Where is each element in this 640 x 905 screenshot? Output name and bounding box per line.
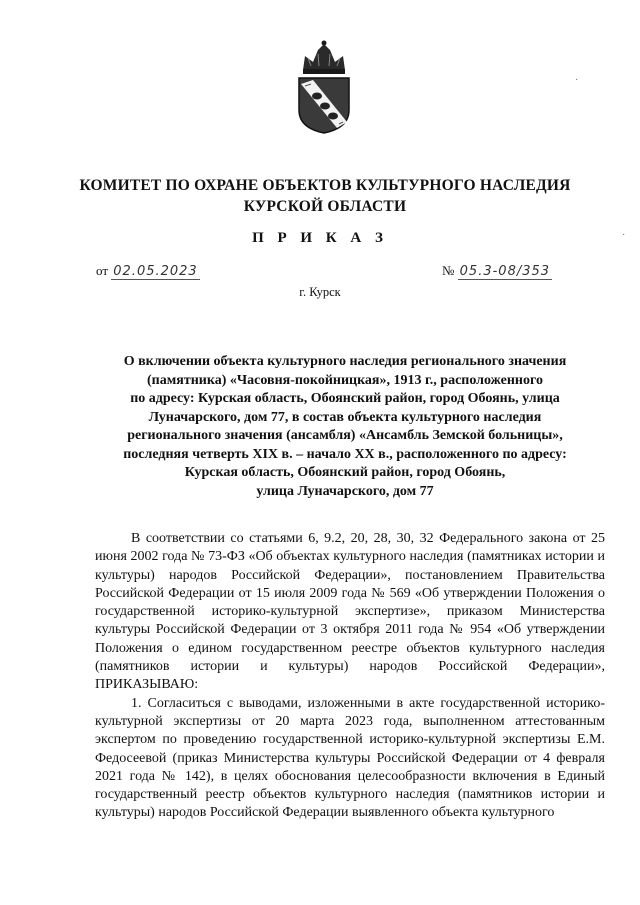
subject-line: О включении объекта культурного наследия регионального значения bbox=[123, 354, 567, 369]
subject-line: регионального значения (ансамбля) «Ансамбль Земской больницы», bbox=[127, 428, 563, 443]
order-number bbox=[442, 263, 552, 279]
order-subject bbox=[90, 353, 600, 501]
date-value: 02.05.2023 bbox=[113, 264, 198, 279]
subject-line: (памятника) «Часовня-покойницкая», 1913 г., расположенного bbox=[147, 372, 543, 388]
subject-line: последняя четверть XIX в. – начало XX в., расположенного по адресу: bbox=[123, 446, 567, 462]
subject-line: Курская область, Обоянский район, город Обоянь, bbox=[184, 465, 506, 480]
document-type: П Р И К А З bbox=[252, 230, 388, 246]
org-line-2: КУРСКОЙ ОБЛАСТИ bbox=[243, 198, 407, 215]
kursk-coat-of-arms-icon bbox=[291, 40, 357, 134]
order-date bbox=[96, 263, 200, 279]
body-paragraph-item-1: 1. Согласиться с выводами, изложенными в акте государственной историко-культурной экспертизы от 20 марта 2023 года, выполненном аттестованным экспертом по проведению государственной историко-культурной экспертизы Е.М. Федосеевой (приказ Министерства культуры Российской Федерации от 4 февраля 2021 года № 142), в целях обоснования целесообразности включения в Единый государственный реестр объектов культурного наследия (памятников истории и культуры) народов Российской Федерации выявленного объекта культурного bbox=[95, 695, 605, 821]
organization-name bbox=[60, 175, 590, 217]
scan-mark: · bbox=[622, 230, 626, 241]
city: г. Курск bbox=[299, 285, 341, 299]
subject-line: Луначарского, дом 77, в состав объекта культурного наследия bbox=[148, 409, 542, 425]
subject-line: улица Луначарского, дом 77 bbox=[256, 483, 434, 499]
number-value: 05.3-08/353 bbox=[459, 264, 551, 279]
date-prefix: от bbox=[96, 263, 109, 278]
subject-line: по адресу: Курская область, Обоянский район, город Обоянь, улица bbox=[130, 391, 560, 406]
org-line-1: КОМИТЕТ ПО ОХРАНЕ ОБЪЕКТОВ КУЛЬТУРНОГО НАСЛЕДИЯ bbox=[79, 177, 571, 194]
number-prefix: № bbox=[442, 263, 455, 278]
scan-mark: · bbox=[575, 75, 579, 86]
body-paragraph-preamble: В соответствии со статьями 6, 9.2, 20, 28, 30, 32 Федерального закона от 25 июня 2002 года № 73-ФЗ «Об объектах культурного наследия (памятниках истории и культуры) народов Российской Федерации», постановлением Правительства Российской Федерации от 15 июля 2009 года № 569 «Об утверждении Положения о государственной историко-культурной экспертизе», приказом Министерства культуры Российской Федерации от 3 октября 2011 года № 954 «Об утверждении Положения о едином государственном реестре объектов культурного наследия (памятников истории и культуры) народов Российской Федерации», ПРИКАЗЫВАЮ: bbox=[95, 531, 605, 693]
order-body bbox=[95, 530, 605, 823]
